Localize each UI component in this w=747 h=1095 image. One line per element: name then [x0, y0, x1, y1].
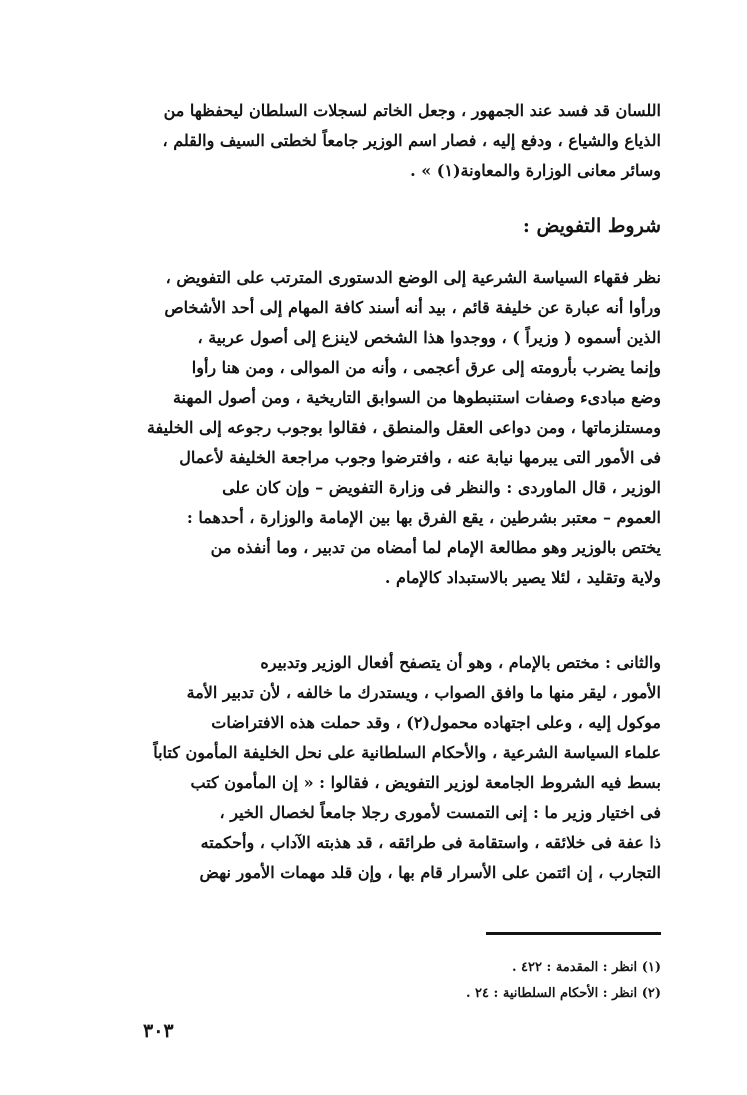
text-line: العموم – معتبر بشرطين ، يقع الفرق بها بين الإمامة والوزارة ، أحدهما :: [186, 508, 661, 527]
text-line: موكول إليه ، وعلى اجتهاده محمول(٢) ، وقد حملت هذه الافتراضات: [211, 713, 661, 732]
text-line: وسائر معانى الوزارة والمعاونة(١) » .: [410, 161, 661, 180]
text-line: الذين أسموه ( وزيراً ) ، ووجدوا هذا الشخص لاينزع إلى أصول عربية ،: [197, 328, 661, 347]
text-line: ذا عفة فى خلائقه ، واستقامة فى طرائقه ، قد هذبته الآداب ، وأحكمته: [200, 833, 661, 852]
text-line: الأمور ، ليقر منها ما وافق الصواب ، ويستدرك ما خالفه ، لأن تدبير الأمة: [186, 683, 661, 702]
text-line: وضع مبادىء وصفات استنبطوها من السوابق التاريخية ، ومن أصول المهنة: [172, 388, 661, 407]
text-line: فى اختيار وزير ما : إنى التمست لأمورى رجلا جامعاً لخصال الخير ،: [219, 803, 661, 822]
section-heading: شروط التفويض :: [522, 215, 661, 237]
text-line: وإنما يضرب بأرومته إلى عرق أعجمى ، وأنه من الموالى ، ومن هنا رأوا: [191, 358, 661, 377]
text-line: نظر فقهاء السياسة الشرعية إلى الوضع الدستورى المترتب على التفويض ،: [165, 268, 661, 287]
page-number: ٣٠٣: [143, 1020, 174, 1042]
text-line: فى الأمور التى يبرمها نيابة عنه ، وافترضوا وجوب مراجعة الخليفة لأعمال: [179, 448, 661, 467]
text-line: ومستلزماتها ، ومن دواعى العقل والمنطق ، فقالوا بوجوب رجوعه إلى الخليفة: [146, 418, 661, 437]
footnote-divider: [486, 932, 661, 935]
text-line: الوزير ، قال الماوردى : والنظر فى وزارة التفويض – وإن كان على: [222, 478, 661, 497]
text-line: ورأوا أنه عبارة عن خليفة قائم ، بيد أنه أسند كافة المهام إلى أحد الأشخاص: [164, 298, 661, 317]
footnote-1: (١) انظر : المقدمة : ٤٢٢ .: [511, 960, 661, 975]
paragraph-2: [141, 263, 661, 593]
text-line: التجارب ، إن ائتمن على الأسرار قام بها ، وإن قلد مهمات الأمور نهض: [199, 863, 661, 882]
text-line: ولاية وتقليد ، لئلا يصير بالاستبداد كالإمام .: [384, 568, 661, 587]
paragraph-1: [141, 96, 661, 186]
text-line: يختص بالوزير وهو مطالعة الإمام لما أمضاه من تدبير ، وما أنفذه من: [210, 538, 661, 557]
text-line: علماء السياسة الشرعية ، والأحكام السلطانية على نحل الخليفة المأمون كتاباً: [153, 743, 661, 762]
text-line: بسط فيه الشروط الجامعة لوزير التفويض ، فقالوا : « إن المأمون كتب: [190, 773, 661, 792]
footnote-2: (٢) انظر : الأحكام السلطانية : ٢٤ .: [465, 986, 661, 1001]
text-line: اللسان قد فسد عند الجمهور ، وجعل الخاتم لسجلات السلطان ليحفظها من: [163, 101, 661, 120]
footnotes: [361, 955, 661, 1007]
paragraph-3: [141, 648, 661, 888]
text-line: والثانى : مختص بالإمام ، وهو أن يتصفح أفعال الوزير وتدبيره: [260, 653, 661, 672]
text-line: الذياع والشياع ، ودفع إليه ، فصار اسم الوزير جامعاً لخطتى السيف والقلم ،: [162, 131, 661, 150]
